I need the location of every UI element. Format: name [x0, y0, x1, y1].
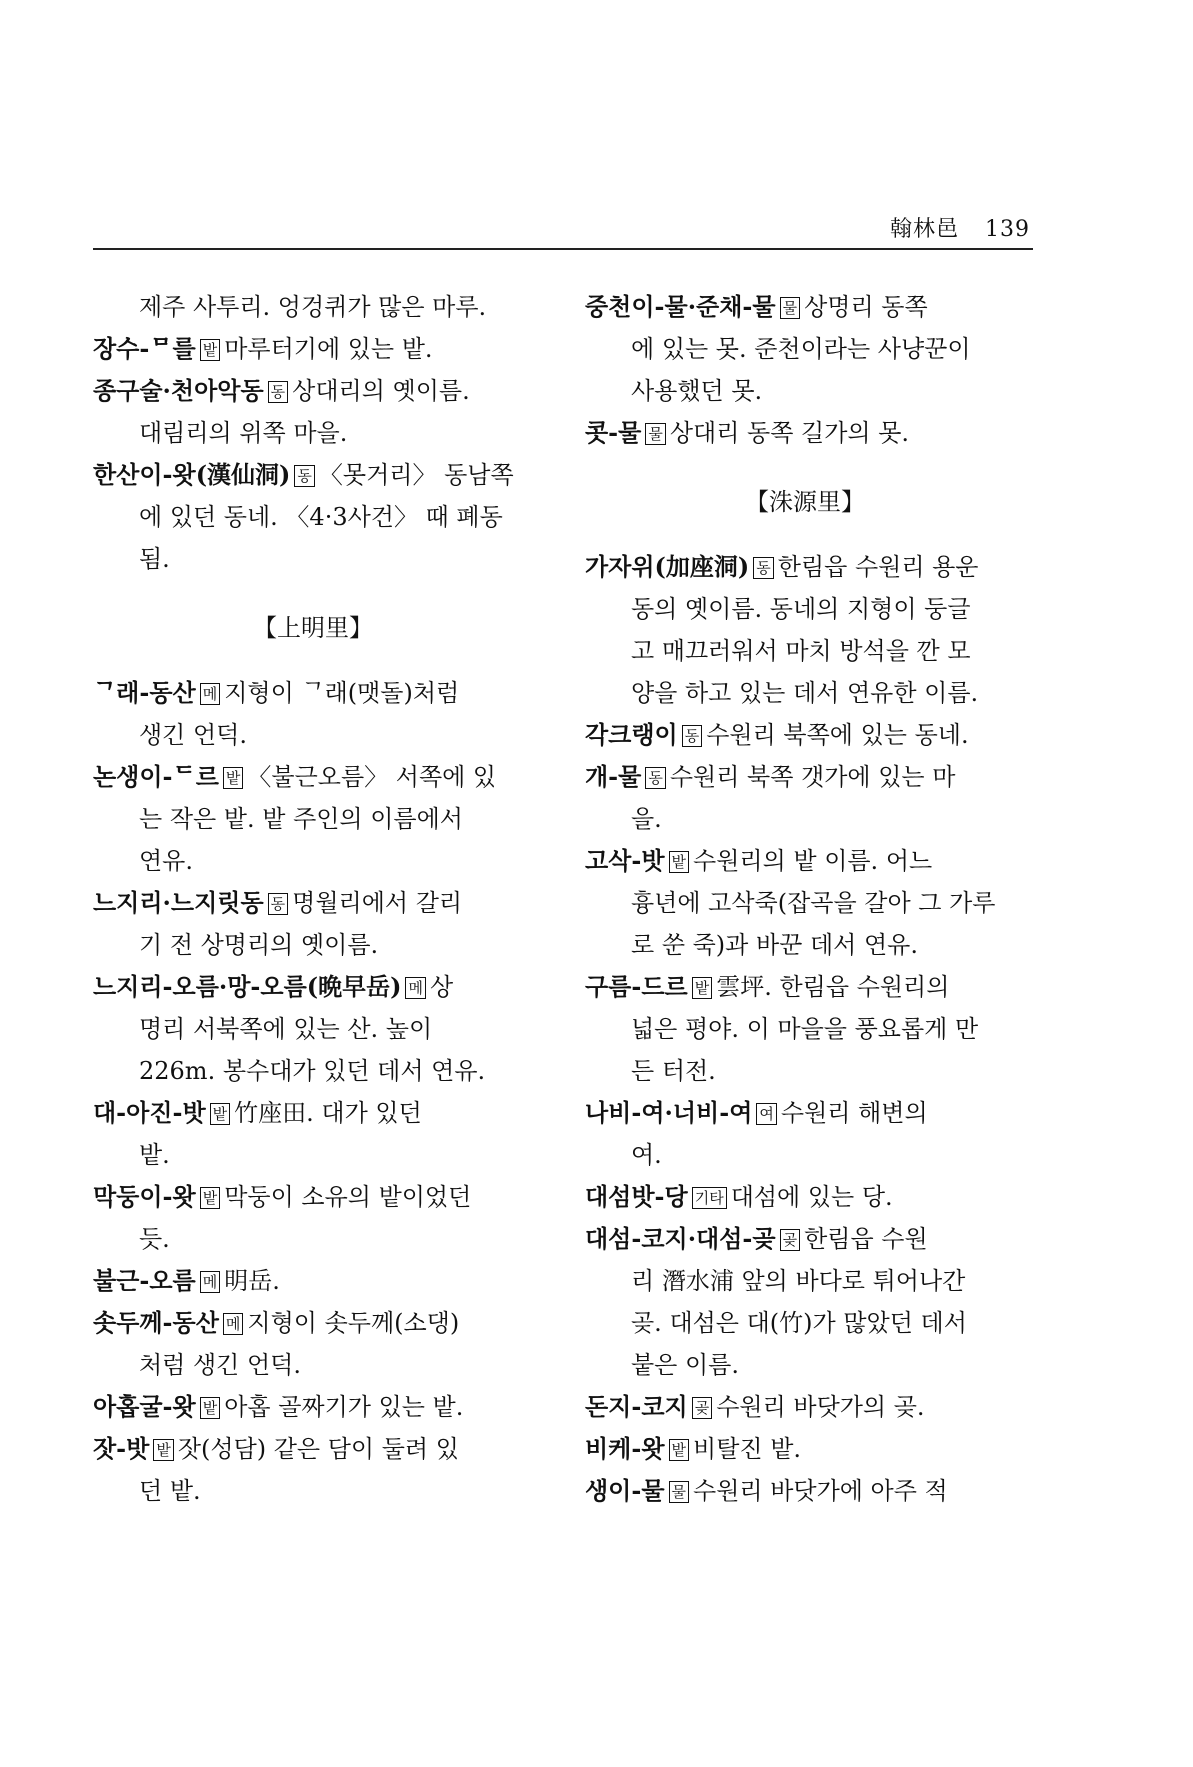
entry-definition: 상 — [429, 973, 454, 1001]
entry-definition-line: 붙은 이름. — [631, 1351, 739, 1379]
entry-headword: 중천이-물·준채-물 — [585, 292, 776, 321]
entry-first-line — [93, 882, 533, 924]
entry-definition-line: 고 매끄러워서 마치 방석을 깐 모 — [631, 637, 971, 665]
glossary-entry — [585, 1176, 1025, 1218]
entry-first-line — [93, 756, 533, 798]
entry-headword: 가자위(加座洞) — [585, 552, 750, 581]
glossary-entry — [585, 1428, 1025, 1470]
header-rule — [93, 248, 1033, 250]
entry-definition: 상대리의 옛이름. — [292, 377, 470, 405]
glossary-entry — [93, 756, 533, 882]
entry-headword: 구름-드르 — [585, 972, 688, 1001]
entry-definition: 한림읍 수원 — [804, 1225, 928, 1253]
entry-headword: 고삭-밧 — [585, 846, 665, 875]
glossary-entry — [93, 672, 533, 756]
category-tag: 여 — [756, 1103, 777, 1125]
entry-definition: 明岳. — [224, 1267, 280, 1295]
entry-first-line — [93, 1260, 533, 1302]
entry-headword: 대섬-코지·대섬-곶 — [585, 1224, 776, 1253]
entry-definition-line: 을. — [631, 805, 662, 833]
entry-definition: 수원리의 밭 이름. 어느 — [693, 847, 933, 875]
entry-definition: 수원리 바닷가의 곶. — [716, 1393, 925, 1421]
entry-headword: 각크랭이 — [585, 720, 678, 749]
entry-first-line — [93, 454, 533, 496]
entry-headword: ᄀ래-동산 — [93, 678, 196, 707]
entry-first-line — [93, 1386, 533, 1428]
glossary-entry — [93, 286, 533, 328]
entry-first-line — [93, 1092, 533, 1134]
entry-continuation-line: 제주 사투리. 엉겅퀴가 많은 마루. — [139, 293, 487, 321]
glossary-entry — [585, 286, 1025, 412]
right-entries-after — [585, 546, 1025, 1512]
category-tag: 밭 — [669, 1439, 690, 1461]
entry-first-line — [585, 1428, 1025, 1470]
entry-first-line — [93, 1302, 533, 1344]
entry-definition: 아홉 골짜기가 있는 밭. — [224, 1393, 464, 1421]
entry-definition-line: 동의 옛이름. 동네의 지형이 둥글 — [631, 595, 971, 623]
category-tag: 밭 — [692, 977, 713, 999]
entry-definition: 마루터기에 있는 밭. — [224, 335, 433, 363]
category-tag: 동 — [645, 767, 666, 789]
entry-headword: 논생이-ᄃ르 — [93, 762, 219, 791]
category-tag: 물 — [669, 1481, 690, 1503]
glossary-entry — [93, 328, 533, 370]
entry-definition: 수원리 해변의 — [780, 1099, 928, 1127]
entry-definition-line: 는 작은 밭. 밭 주인의 이름에서 — [139, 805, 463, 833]
category-tag: 메 — [200, 683, 221, 705]
entry-definition: 〈불근오름〉 서쪽에 있 — [247, 763, 497, 791]
entry-definition: 막둥이 소유의 밭이었던 — [224, 1183, 472, 1211]
entry-headword: 아홉굴-왓 — [93, 1392, 196, 1421]
left-column — [93, 286, 533, 1512]
entry-first-line — [585, 1470, 1025, 1512]
entry-first-line — [585, 714, 1025, 756]
entry-definition-line: 됨. — [139, 545, 170, 573]
entry-definition-line: 흉년에 고삭죽(잡곡을 갈아 그 가루 — [631, 889, 996, 917]
entry-definition: 지형이 솟두께(소댕) — [247, 1309, 460, 1337]
entry-headword: 느지리-오름·망-오름(晩早岳) — [93, 972, 402, 1001]
entry-definition: 대섬에 있는 당. — [730, 1183, 893, 1211]
entry-headword: 장수-ᄆ를 — [93, 334, 196, 363]
left-entries-after — [93, 672, 533, 1512]
entry-definition: 지형이 ᄀ래(맷돌)처럼 — [224, 679, 460, 707]
entry-first-line — [585, 1176, 1025, 1218]
category-tag: 동 — [682, 725, 703, 747]
category-tag: 밭 — [200, 339, 221, 361]
entry-headword: 한산이-왓(漢仙洞) — [93, 460, 291, 489]
entry-definition-line: 여. — [631, 1141, 662, 1169]
entry-first-line — [93, 370, 533, 412]
entry-definition-line: 생긴 언덕. — [139, 721, 247, 749]
category-tag: 밭 — [223, 767, 244, 789]
entry-definition-line: 리 潛水浦 앞의 바다로 튀어나간 — [631, 1267, 966, 1295]
entry-headword: 잣-밧 — [93, 1434, 150, 1463]
entry-headword: 막둥이-왓 — [93, 1182, 196, 1211]
entry-definition-line: 대림리의 위쪽 마을. — [139, 419, 348, 447]
category-tag: 기타 — [692, 1187, 727, 1209]
category-tag: 메 — [200, 1271, 221, 1293]
entry-first-line — [585, 756, 1025, 798]
entry-headword: 대-아진-밧 — [93, 1098, 206, 1127]
entry-headword: 나비-여·너비-여 — [585, 1098, 753, 1127]
entry-definition: 비탈진 밭. — [693, 1435, 802, 1463]
category-tag: 물 — [780, 297, 801, 319]
entry-headword: 불근-오름 — [93, 1266, 196, 1295]
entry-headword: 개-물 — [585, 762, 642, 791]
entry-first-line — [585, 546, 1025, 588]
category-tag: 곶 — [780, 1229, 801, 1251]
entry-definition: 수원리 바닷가에 아주 적 — [693, 1477, 948, 1505]
entry-first-line — [585, 286, 1025, 328]
entry-definition: 상대리 동쪽 길가의 못. — [669, 419, 910, 447]
entry-definition-line: 에 있던 동네. 〈4·3사건〉 때 폐동 — [139, 503, 503, 531]
entry-headword: 종구술·천아악동 — [93, 376, 264, 405]
category-tag: 동 — [268, 893, 289, 915]
category-tag: 동 — [268, 381, 289, 403]
glossary-entry — [585, 1386, 1025, 1428]
entry-headword: 비케-왓 — [585, 1434, 665, 1463]
entry-definition-line: 곶. 대섬은 대(竹)가 많았던 데서 — [631, 1309, 967, 1337]
glossary-entry — [93, 1092, 533, 1176]
entry-first-line — [93, 966, 533, 1008]
category-tag: 동 — [294, 465, 315, 487]
glossary-entry — [93, 1302, 533, 1386]
glossary-entry — [585, 1470, 1025, 1512]
entry-definition: 상명리 동쪽 — [804, 293, 928, 321]
entry-definition-line: 226m. 봉수대가 있던 데서 연유. — [139, 1057, 486, 1085]
category-tag: 물 — [645, 423, 666, 445]
entry-definition: 竹座田. 대가 있던 — [234, 1099, 422, 1127]
glossary-entry — [93, 1260, 533, 1302]
entry-headword: 콧-물 — [585, 418, 642, 447]
entry-first-line — [93, 1428, 533, 1470]
glossary-entry — [585, 966, 1025, 1092]
category-tag: 동 — [753, 557, 774, 579]
entry-headword: 돈지-코지 — [585, 1392, 688, 1421]
entry-definition-line: 든 터전. — [631, 1057, 716, 1085]
category-tag: 밭 — [153, 1439, 174, 1461]
entry-headword: 대섬밧-당 — [585, 1182, 688, 1211]
category-tag: 메 — [405, 977, 426, 999]
glossary-entry — [93, 1428, 533, 1512]
right-entries-before — [585, 286, 1025, 454]
entry-definition: 〈못거리〉 동남쪽 — [318, 461, 514, 489]
entry-definition: 雲坪. 한림읍 수원리의 — [716, 973, 950, 1001]
glossary-entry — [93, 966, 533, 1092]
entry-definition-line: 기 전 상명리의 옛이름. — [139, 931, 379, 959]
glossary-entry — [585, 714, 1025, 756]
entry-headword: 느지리·느지릿동 — [93, 888, 264, 917]
entry-definition-line: 연유. — [139, 847, 193, 875]
entry-definition-line: 처럼 생긴 언덕. — [139, 1351, 301, 1379]
glossary-entry — [585, 1218, 1025, 1386]
category-tag: 메 — [223, 1313, 244, 1335]
section-title: 【上明里】 — [253, 614, 373, 642]
glossary-entry — [585, 1092, 1025, 1176]
entry-definition-line: 듯. — [139, 1225, 170, 1253]
entry-first-line — [93, 1176, 533, 1218]
entry-definition-line: 넓은 평야. 이 마을을 풍요롭게 만 — [631, 1015, 979, 1043]
entry-definition-line: 밭. — [139, 1141, 170, 1169]
left-entries-before — [93, 286, 533, 580]
entry-definition: 한림읍 수원리 용운 — [777, 553, 979, 581]
glossary-entry — [93, 1386, 533, 1428]
category-tag: 밭 — [210, 1103, 231, 1125]
entry-headword: 생이-물 — [585, 1476, 665, 1505]
category-tag: 밭 — [669, 851, 690, 873]
entry-first-line — [93, 328, 533, 370]
glossary-entry — [585, 546, 1025, 714]
entry-first-line — [585, 412, 1025, 454]
glossary-entry — [93, 1176, 533, 1260]
entry-headword: 솟두께-동산 — [93, 1308, 219, 1337]
glossary-entry — [585, 412, 1025, 454]
entry-definition: 명월리에서 갈리 — [292, 889, 463, 917]
header-place: 翰林邑 — [889, 217, 959, 242]
entry-first-line — [585, 1218, 1025, 1260]
glossary-entry — [93, 370, 533, 454]
entry-definition-line: 명리 서북쪽에 있는 산. 높이 — [139, 1015, 433, 1043]
category-tag: 밭 — [200, 1187, 221, 1209]
entry-first-line — [585, 840, 1025, 882]
entry-definition-line: 양을 하고 있는 데서 연유한 이름. — [631, 679, 979, 707]
glossary-entry — [585, 840, 1025, 966]
glossary-entry — [585, 756, 1025, 840]
entry-first-line — [585, 966, 1025, 1008]
entry-definition-line: 사용했던 못. — [631, 377, 763, 405]
glossary-entry — [93, 454, 533, 580]
section-title: 【洙源里】 — [745, 488, 865, 516]
right-column — [585, 286, 1025, 1512]
page-number: 139 — [985, 217, 1030, 242]
entry-definition: 수원리 북쪽에 있는 동네. — [706, 721, 969, 749]
category-tag: 밭 — [200, 1397, 221, 1419]
entry-first-line — [93, 672, 533, 714]
entry-definition: 수원리 북쪽 갯가에 있는 마 — [669, 763, 956, 791]
entry-first-line — [585, 1092, 1025, 1134]
entry-definition-line: 던 밭. — [139, 1477, 201, 1505]
entry-definition-line: 로 쑨 죽)과 바꾼 데서 연유. — [631, 931, 918, 959]
running-header — [0, 212, 1030, 243]
category-tag: 곶 — [692, 1397, 713, 1419]
entry-first-line — [585, 1386, 1025, 1428]
entry-definition-line: 에 있는 못. 준천이라는 사냥꾼이 — [631, 335, 971, 363]
glossary-entry — [93, 882, 533, 966]
entry-definition: 잣(성담) 같은 담이 둘려 있 — [177, 1435, 459, 1463]
